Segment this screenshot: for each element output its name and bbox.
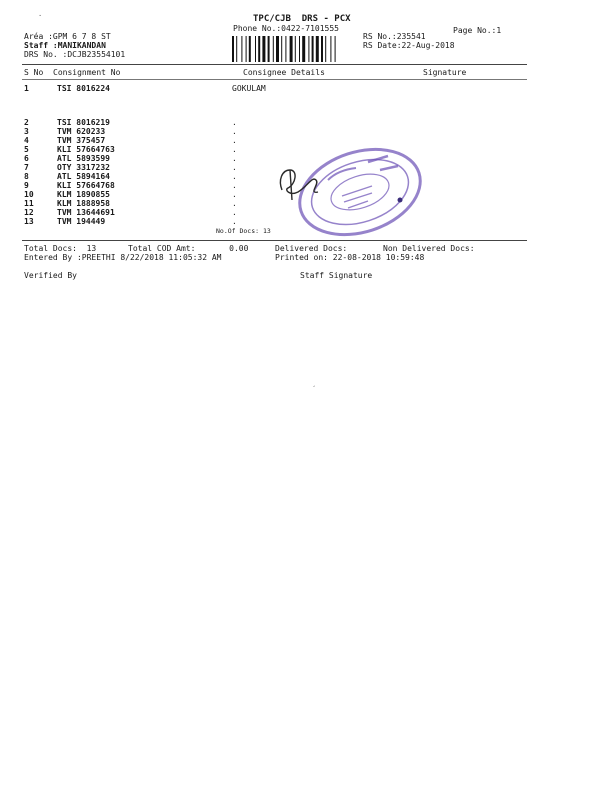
table-row-sno: 6 <box>24 154 29 163</box>
table-row-consignment: KLM 1890855 <box>57 190 110 199</box>
table-row-consignment: KLI 57664768 <box>57 181 115 190</box>
table-row-sno: 4 <box>24 136 29 145</box>
table-row-consignment: KLM 1888958 <box>57 199 110 208</box>
table-row-sno: 1 <box>24 84 29 93</box>
barcode-graphic <box>232 36 360 62</box>
company-seal-stamp <box>268 140 428 250</box>
stray-mark: ˏ <box>312 379 317 387</box>
table-row-sno: 13 <box>24 217 34 226</box>
non-delivered-docs: Non Delivered Docs: <box>383 244 475 253</box>
table-row-consignee: . <box>232 136 237 145</box>
table-row-consignee: . <box>232 172 237 181</box>
table-row-sno: 7 <box>24 163 29 172</box>
rs-date: RS Date:22-Aug-2018 <box>363 41 455 50</box>
entered-by: Entered By :PREETHI 8/22/2018 11:05:32 AM <box>24 253 222 262</box>
verified-by-label: Verified By <box>24 271 77 280</box>
table-row-sno: 5 <box>24 145 29 154</box>
table-row-consignment: TSI 8016224 <box>57 84 110 93</box>
total-docs: Total Docs: 13 <box>24 244 97 253</box>
table-row-consignee: . <box>232 190 237 199</box>
table-row-sno: 3 <box>24 127 29 136</box>
header-rule-top <box>22 64 527 65</box>
table-row-consignment: TVM 375457 <box>57 136 106 145</box>
printed-on: Printed on: 22-08-2018 10:59:48 <box>275 253 425 262</box>
header-rule-bottom <box>22 79 527 80</box>
table-row-consignee: . <box>232 118 237 127</box>
document-title: TPC/CJB DRS - PCX <box>253 14 351 24</box>
delivered-docs: Delivered Docs: <box>275 244 348 253</box>
table-row-consignee: GOKULAM <box>232 84 266 93</box>
corner-mark: · <box>38 12 43 20</box>
column-header-consignment: Consignment No <box>53 68 121 77</box>
table-row-sno: 10 <box>24 190 34 199</box>
table-row-consignment: TVM 620233 <box>57 127 106 136</box>
column-header-signature: Signature <box>423 68 467 77</box>
page-number: Page No.:1 <box>453 26 502 35</box>
table-row-consignment: TVM 194449 <box>57 217 106 226</box>
table-row-consignee: . <box>232 154 237 163</box>
staff-field: Staff :MANIKANDAN <box>24 41 106 50</box>
table-row-consignment: ATL 5894164 <box>57 172 110 181</box>
no-of-docs-label: No.Of Docs: 13 <box>216 227 271 235</box>
table-row-sno: 12 <box>24 208 34 217</box>
table-row-sno: 8 <box>24 172 29 181</box>
table-row-consignment: TVM 13644691 <box>57 208 115 217</box>
column-header-consignee: Consignee Details <box>243 68 325 77</box>
rs-number: RS No.:235541 <box>363 32 426 41</box>
table-row-consignee: . <box>232 127 237 136</box>
phone-number: Phone No.:0422-7101555 <box>233 24 339 33</box>
table-row-consignee: . <box>232 163 237 172</box>
drs-number: DRS No. :DCJB23554101 <box>24 50 126 59</box>
table-row-sno: 9 <box>24 181 29 190</box>
column-header-sno: S No <box>24 68 44 77</box>
total-cod-amount: Total COD Amt: 0.00 <box>128 244 249 253</box>
staff-signature-label: Staff Signature <box>300 271 373 280</box>
table-row-consignee: . <box>232 199 237 208</box>
area-field: Aréa :GPM 6 7 8 ST <box>24 32 111 41</box>
table-row-sno: 2 <box>24 118 29 127</box>
table-row-consignee: . <box>232 208 237 217</box>
table-row-consignment: TSI 8016219 <box>57 118 110 127</box>
table-row-consignee: . <box>232 145 237 154</box>
table-row-consignment: OTY 3317232 <box>57 163 110 172</box>
table-row-consignee: . <box>232 217 237 226</box>
table-row-consignee: . <box>232 181 237 190</box>
table-row-consignment: ATL 5893599 <box>57 154 110 163</box>
table-row-sno: 11 <box>24 199 34 208</box>
table-row-consignment: KLI 57664763 <box>57 145 115 154</box>
